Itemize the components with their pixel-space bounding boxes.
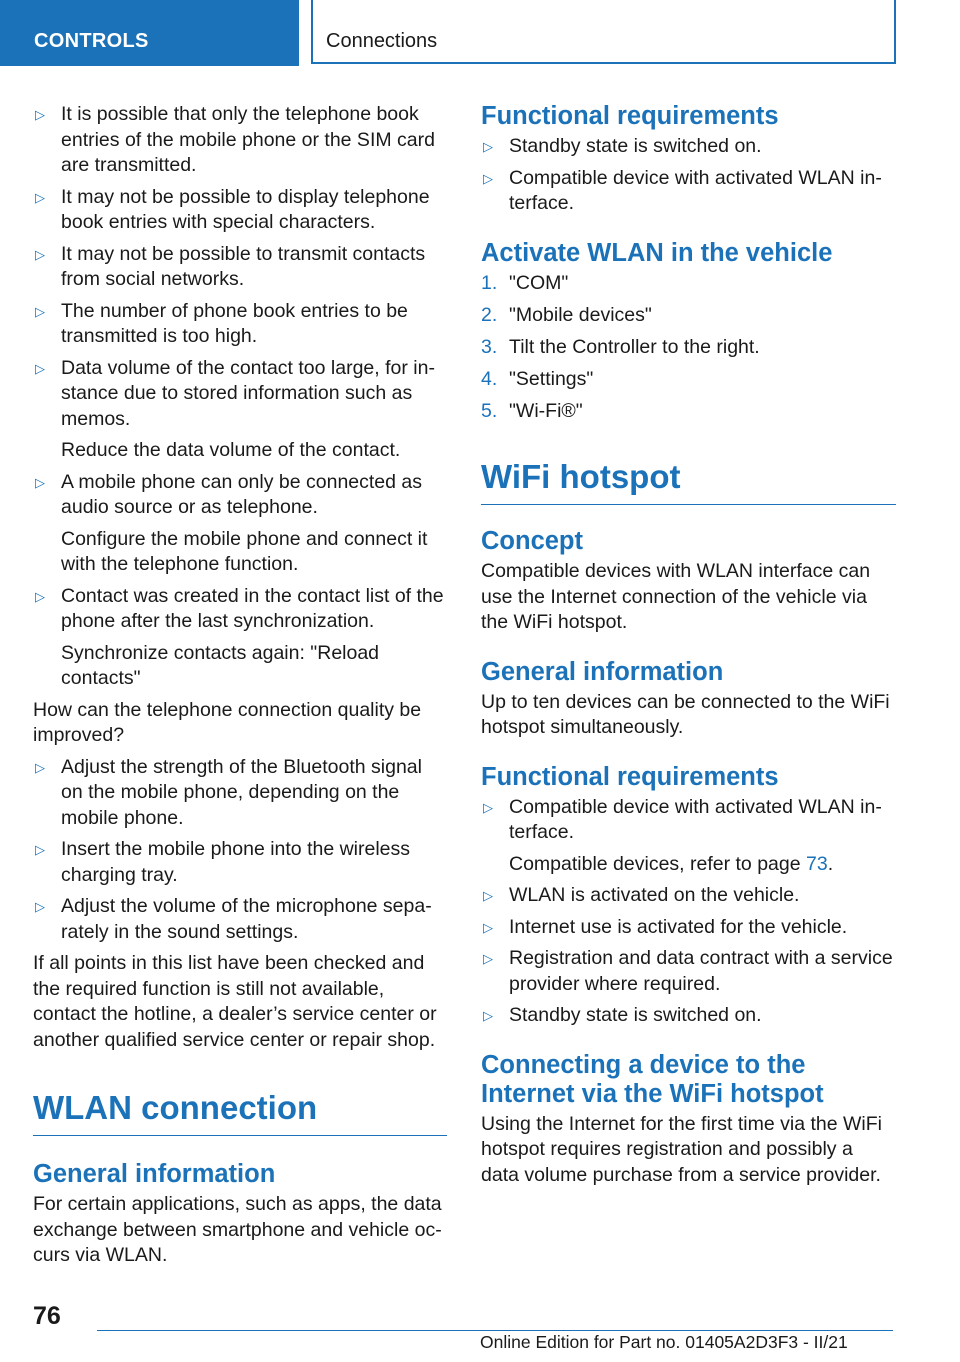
bullet-text: Contact was created in the contact list of the phone after the last synchronization. xyxy=(61,584,444,632)
bullet-arrow-icon: ▷ xyxy=(35,588,45,604)
bullet-text: Registration and data contract with a service provider where required. xyxy=(509,947,893,995)
step-item xyxy=(481,335,896,361)
step-number: 5. xyxy=(481,399,498,422)
bullet-item xyxy=(33,299,447,350)
bullet-item xyxy=(481,1003,896,1029)
step-number: 2. xyxy=(481,303,498,326)
functional-requirements-list xyxy=(481,134,896,217)
step-item xyxy=(481,271,896,297)
bullet-arrow-icon: ▷ xyxy=(483,919,493,935)
closing-text: If all points in this list have been checked and the required function is still not available, contact the hotline, a dealer’s service center or another qualified service center or repair shop. xyxy=(33,952,437,1051)
page-reference: Compatible devices, refer to page 73. xyxy=(509,852,834,875)
bullet-text: It may not be possible to transmit contacts from social networks. xyxy=(61,242,426,290)
bullet-note: Configure the mobile phone and connect it with the telephone function. xyxy=(61,527,428,575)
bullet-text: WLAN is activated on the vehicle. xyxy=(509,884,800,906)
bullet-text: Insert the mobile phone into the wireless charging tray. xyxy=(61,838,411,886)
section-tab xyxy=(0,0,299,66)
bullet-text: Adjust the strength of the Bluetooth signal on the mobile phone, depending on the mobile phone. xyxy=(61,755,422,829)
bullet-text: Internet use is activated for the vehicle. xyxy=(509,915,848,938)
hotspot-general-information-heading: General information xyxy=(481,657,724,686)
footer-edition: Online Edition for Part no. 01405A2D3F3 - II/21 xyxy=(480,1332,848,1352)
bullet-note: Synchronize contacts again: "Reload contacts" xyxy=(61,641,380,689)
bullet-text: It is possible that only the telephone book entries of the mobile phone or the SIM card are transmitted. xyxy=(61,103,435,176)
bullet-arrow-icon: ▷ xyxy=(35,360,45,376)
bullet-item xyxy=(481,134,896,160)
bullet-item xyxy=(481,166,896,217)
wlan-connection-heading: WLAN connection xyxy=(33,1089,447,1136)
chapter-label: Connections xyxy=(326,30,438,52)
bullet-arrow-icon: ▷ xyxy=(35,842,45,857)
bullet-item xyxy=(33,894,447,945)
bullet-arrow-icon: ▷ xyxy=(483,1008,493,1023)
bullet-item xyxy=(481,883,896,909)
bullet-arrow-icon: ▷ xyxy=(483,139,493,154)
bullet-item xyxy=(33,185,447,236)
bullet-note: Reduce the data volume of the contact. xyxy=(61,439,401,461)
bullet-item xyxy=(481,795,896,878)
bullet-arrow-icon: ▷ xyxy=(35,107,45,122)
step-text: "Wi-Fi®" xyxy=(509,399,583,422)
bullet-item xyxy=(33,755,447,832)
bullet-item xyxy=(33,102,447,179)
bullet-arrow-icon: ▷ xyxy=(35,759,45,775)
step-item xyxy=(481,399,896,425)
bullet-text: Standby state is switched on. xyxy=(509,1004,762,1026)
hotspot-functional-requirements-heading: Functional requirements xyxy=(481,762,779,791)
bullet-item xyxy=(33,837,447,888)
concept-heading: Concept xyxy=(481,527,583,555)
activate-wlan-heading: Activate WLAN in the vehicle xyxy=(481,238,833,267)
step-text: "Settings" xyxy=(509,367,594,390)
wifi-hotspot-heading: WiFi hotspot xyxy=(481,458,896,505)
bullet-item xyxy=(33,584,447,692)
step-number: 1. xyxy=(481,271,498,294)
connecting-device-text: Using the Internet for the first time via the WiFi hotspot requires registration and possibly a data volume purchase from a service provider. xyxy=(481,1112,882,1186)
general-information-text: For certain applications, such as apps, the data exchange between smartphone and vehicle occurs via WLAN. xyxy=(33,1193,442,1266)
page-number: 76 xyxy=(33,1302,61,1330)
bullet-text: Compatible device with activated WLAN interface. xyxy=(509,795,882,843)
troubleshooting-list xyxy=(33,102,447,692)
bullet-arrow-icon: ▷ xyxy=(35,189,45,205)
connecting-device-heading: Connecting a device to the Internet via the WiFi hotspot xyxy=(481,1050,824,1108)
bullet-arrow-icon: ▷ xyxy=(483,170,493,186)
bullet-arrow-icon: ▷ xyxy=(35,899,45,914)
step-number: 4. xyxy=(481,367,498,390)
bullet-text: It may not be possible to display telephone book entries with special characters. xyxy=(61,185,430,233)
step-text: "COM" xyxy=(509,271,569,294)
bullet-arrow-icon: ▷ xyxy=(483,799,493,815)
functional-requirements-heading: Functional requirements xyxy=(481,102,779,130)
step-item xyxy=(481,367,896,393)
bullet-text: A mobile phone can only be connected as audio source or as telephone. xyxy=(61,470,423,518)
right-column xyxy=(481,102,896,1194)
quality-tips-list xyxy=(33,755,447,946)
general-information-heading: General information xyxy=(33,1160,276,1188)
bullet-arrow-icon: ▷ xyxy=(483,951,493,966)
hotspot-general-information-text: Up to ten devices can be connected to the WiFi hotspot simultaneously. xyxy=(481,690,890,738)
bullet-text: Data volume of the contact too large, for instance due to stored information such as memos. xyxy=(61,356,435,430)
activation-steps xyxy=(481,271,896,425)
chapter-tab xyxy=(311,0,896,64)
bullet-text: Adjust the volume of the microphone separately in the sound settings. xyxy=(61,895,432,943)
section-label: CONTROLS xyxy=(34,30,149,52)
bullet-arrow-icon: ▷ xyxy=(483,888,493,903)
step-item xyxy=(481,303,896,329)
bullet-arrow-icon: ▷ xyxy=(35,246,45,262)
question-text: How can the telephone connection quality be improved? xyxy=(33,698,422,746)
bullet-item xyxy=(481,915,896,941)
bullet-text: Compatible device with activated WLAN interface. xyxy=(509,166,882,214)
bullet-text: Standby state is switched on. xyxy=(509,135,762,157)
left-column xyxy=(33,102,447,1275)
bullet-arrow-icon: ▷ xyxy=(35,303,45,319)
bullet-item xyxy=(481,946,896,997)
hotspot-functional-requirements-list xyxy=(481,883,896,1029)
bullet-item xyxy=(33,356,447,464)
bullet-item xyxy=(33,470,447,578)
bullet-text: The number of phone book entries to be transmitted is too high. xyxy=(61,299,408,347)
concept-text: Compatible devices with WLAN interface can use the Internet connection of the vehicle via the WiFi hotspot. xyxy=(481,560,871,633)
bullet-arrow-icon: ▷ xyxy=(35,474,45,490)
step-text: "Mobile devices" xyxy=(509,303,652,326)
step-number: 3. xyxy=(481,335,498,358)
step-text: Tilt the Controller to the right. xyxy=(509,335,760,358)
page-73-link[interactable]: 73 xyxy=(806,852,828,875)
footer-divider xyxy=(97,1330,893,1331)
bullet-item xyxy=(33,242,447,293)
